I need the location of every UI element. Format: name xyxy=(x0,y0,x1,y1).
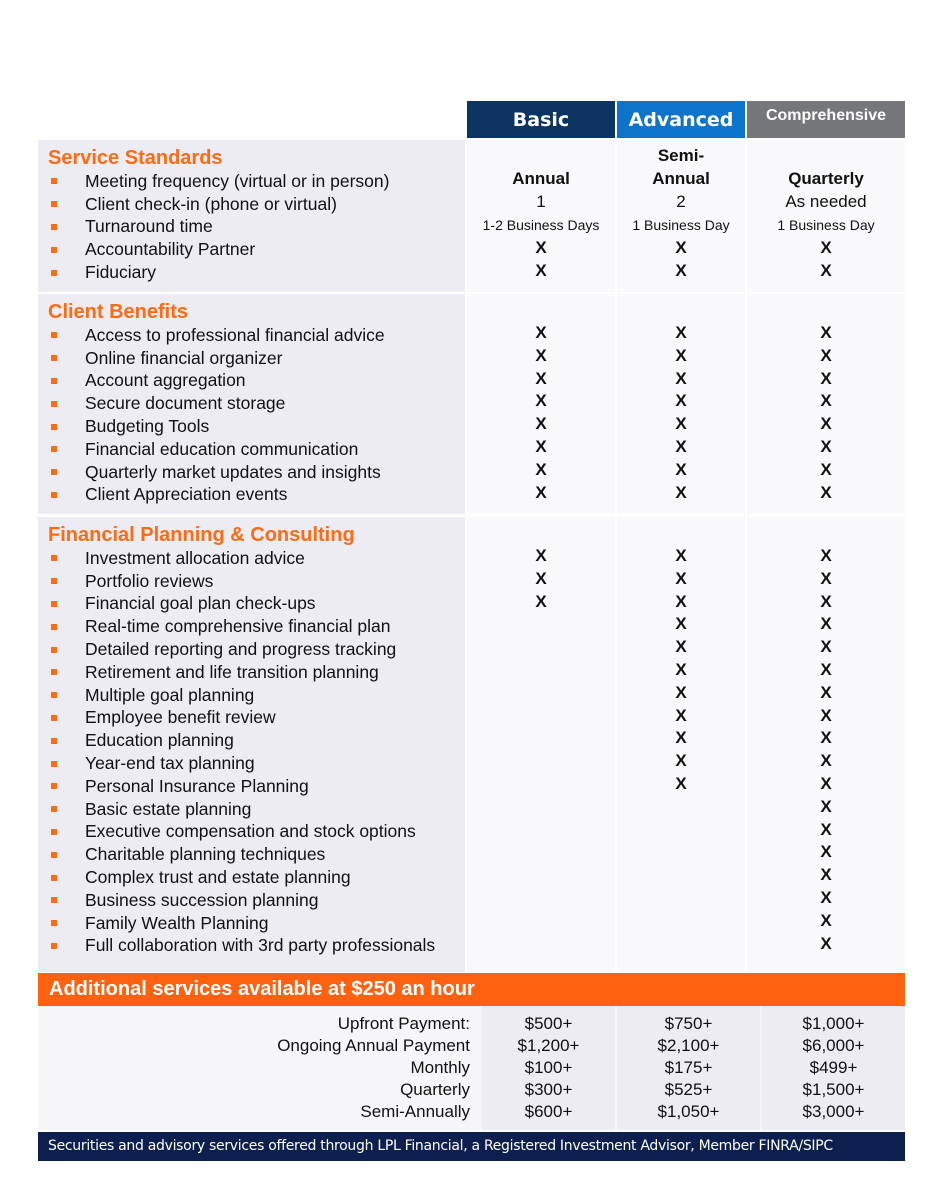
list-item-label: Complex trust and estate planning xyxy=(85,867,351,888)
check-mark: X xyxy=(675,482,687,502)
list-item xyxy=(48,370,465,393)
check-mark: X xyxy=(820,437,832,456)
square-bullet-icon xyxy=(51,943,57,949)
list-item-label: Fiduciary xyxy=(85,262,156,283)
square-bullet-icon xyxy=(51,669,57,675)
square-bullet-icon xyxy=(51,401,57,407)
check-mark: X xyxy=(820,414,832,434)
check-mark: X xyxy=(675,546,687,565)
check-mark: X xyxy=(675,323,687,342)
check-mark: X xyxy=(675,591,687,611)
turnaround-value: 1 Business Day xyxy=(777,217,875,233)
price-cell: Monthly xyxy=(410,1058,470,1077)
list-item-label: Personal Insurance Planning xyxy=(85,775,309,796)
list-item xyxy=(48,912,465,935)
square-bullet-icon xyxy=(51,332,57,338)
check-mark: X xyxy=(820,865,832,885)
item-list xyxy=(48,324,465,506)
check-mark: X xyxy=(820,637,832,657)
item-list xyxy=(48,547,465,957)
list-item-label: Multiple goal planning xyxy=(85,684,255,705)
list-item-label: Year-end tax planning xyxy=(85,753,255,774)
check-mark: X xyxy=(535,459,547,479)
list-item-label: Access to professional financial advice xyxy=(85,324,385,345)
section-title: Client Benefits xyxy=(48,301,189,323)
check-mark: X xyxy=(820,728,832,748)
check-mark: X xyxy=(820,910,832,930)
check-mark: X xyxy=(820,459,832,479)
check-mark: X xyxy=(535,391,547,411)
square-bullet-icon xyxy=(51,692,57,698)
square-bullet-icon xyxy=(51,761,57,767)
list-item xyxy=(48,638,465,661)
check-mark: X xyxy=(535,437,547,456)
square-bullet-icon xyxy=(51,178,57,184)
check-mark: X xyxy=(535,345,547,365)
check-mark: X xyxy=(675,459,687,479)
list-item-label: Turnaround time xyxy=(85,216,213,237)
square-bullet-icon xyxy=(51,715,57,721)
list-item-label: Education planning xyxy=(85,730,234,751)
pricing-column-basic xyxy=(482,1006,615,1130)
square-bullet-icon xyxy=(51,897,57,903)
tier-header-basic: Basic xyxy=(467,101,615,138)
check-mark: X xyxy=(675,751,687,771)
list-item-label: Accountability Partner xyxy=(85,239,256,260)
square-bullet-icon xyxy=(51,446,57,452)
price-cell: $100+ xyxy=(524,1058,573,1077)
price-cell: $499+ xyxy=(809,1058,858,1077)
pricing-column-comprehensive xyxy=(762,1006,905,1130)
list-item xyxy=(48,684,465,707)
list-item xyxy=(48,752,465,775)
check-mark: X xyxy=(820,842,832,862)
list-item-label: Account aggregation xyxy=(85,370,246,391)
check-mark: X xyxy=(535,368,547,388)
square-bullet-icon xyxy=(51,555,57,561)
list-item-label: Financial goal plan check-ups xyxy=(85,593,316,614)
additional-services-banner: Additional services available at $250 an hour xyxy=(38,973,905,1006)
list-item-label: Investment allocation advice xyxy=(85,547,305,568)
check-mark: X xyxy=(535,546,547,565)
square-bullet-icon xyxy=(51,247,57,253)
check-mark: X xyxy=(820,796,832,816)
square-bullet-icon xyxy=(51,578,57,584)
price-cell: $1,500+ xyxy=(802,1080,865,1099)
section-labels xyxy=(38,294,465,514)
section-title: Service Standards xyxy=(48,147,223,169)
list-item-label: Meeting frequency (virtual or in person) xyxy=(85,170,390,191)
list-item xyxy=(48,935,465,958)
section-client-benefits xyxy=(38,294,905,514)
price-cell: Quarterly xyxy=(400,1080,470,1099)
list-item-label: Full collaboration with 3rd party professionals xyxy=(85,935,436,956)
list-item-label: Client Appreciation events xyxy=(85,484,288,505)
check-mark: X xyxy=(675,728,687,748)
list-item xyxy=(48,415,465,438)
check-mark: X xyxy=(535,591,547,611)
list-item-label: Charitable planning techniques xyxy=(85,844,326,865)
check-mark: X xyxy=(820,568,832,588)
pricing-column-advanced xyxy=(617,1006,760,1130)
list-item xyxy=(48,843,465,866)
price-cell: Semi-Annually xyxy=(360,1102,470,1121)
check-mark: X xyxy=(820,482,832,502)
section-service-standards xyxy=(38,140,905,292)
square-bullet-icon xyxy=(51,829,57,835)
check-mark: X xyxy=(675,261,687,280)
check-mark: X xyxy=(820,819,832,839)
tier-header-comprehensive: Comprehensive xyxy=(747,101,905,138)
square-bullet-icon xyxy=(51,806,57,812)
meeting-frequency-value: Annual xyxy=(512,169,570,188)
list-item xyxy=(48,170,465,193)
price-cell: $525+ xyxy=(664,1080,713,1099)
check-mark: X xyxy=(820,368,832,388)
check-mark: X xyxy=(820,614,832,634)
square-bullet-icon xyxy=(51,624,57,630)
list-item-label: Budgeting Tools xyxy=(85,416,210,437)
check-mark: X xyxy=(820,261,832,280)
list-item-label: Secure document storage xyxy=(85,393,286,414)
check-mark: X xyxy=(675,437,687,456)
check-mark: X xyxy=(820,546,832,565)
turnaround-value: 1 Business Day xyxy=(632,217,730,233)
section-labels xyxy=(38,140,465,292)
check-mark: X xyxy=(820,391,832,411)
list-item xyxy=(48,593,465,616)
list-item xyxy=(48,707,465,730)
disclosure-footer: Securities and advisory services offered through LPL Financial, a Registered Investment Advisor, Member FINRA/SIPC xyxy=(38,1132,905,1161)
list-item xyxy=(48,461,465,484)
check-mark: X xyxy=(820,888,832,907)
check-mark: X xyxy=(820,751,832,771)
tier-column-advanced xyxy=(617,517,745,972)
price-cell: $3,000+ xyxy=(802,1102,865,1121)
check-mark: X xyxy=(820,591,832,611)
tier-header-advanced: Advanced xyxy=(617,101,745,138)
tier-column-basic xyxy=(467,517,615,972)
check-mark: X xyxy=(675,414,687,434)
pricing-labels xyxy=(38,1006,480,1130)
square-bullet-icon xyxy=(51,201,57,207)
pricing-table xyxy=(38,1006,905,1130)
price-cell: $1,000+ xyxy=(802,1014,865,1033)
price-cell: $600+ xyxy=(524,1102,573,1121)
tier-column-advanced xyxy=(617,140,745,292)
list-item xyxy=(48,775,465,798)
check-in-value: 2 xyxy=(676,192,686,211)
check-mark: X xyxy=(820,682,832,702)
tier-column-comprehensive xyxy=(747,517,905,972)
check-mark: X xyxy=(820,705,832,725)
check-mark: X xyxy=(675,637,687,657)
square-bullet-icon xyxy=(51,492,57,498)
check-mark: X xyxy=(675,368,687,388)
list-item-label: Family Wealth Planning xyxy=(85,912,269,933)
list-item xyxy=(48,324,465,347)
check-mark: X xyxy=(675,774,687,793)
check-mark: X xyxy=(820,238,832,257)
list-item xyxy=(48,661,465,684)
meeting-frequency-value: Quarterly xyxy=(788,169,864,188)
price-cell: $2,100+ xyxy=(657,1036,720,1055)
list-item-label: Online financial organizer xyxy=(85,347,283,368)
square-bullet-icon xyxy=(51,424,57,430)
list-item-label: Financial education communication xyxy=(85,438,359,459)
list-item xyxy=(48,547,465,570)
square-bullet-icon xyxy=(51,738,57,744)
tier-column-comprehensive xyxy=(747,140,905,292)
square-bullet-icon xyxy=(51,270,57,276)
check-mark: X xyxy=(535,414,547,434)
square-bullet-icon xyxy=(51,355,57,361)
price-cell: $175+ xyxy=(664,1058,713,1077)
price-cell: $750+ xyxy=(664,1014,713,1033)
tier-column-basic xyxy=(467,140,615,292)
price-cell: $300+ xyxy=(524,1080,573,1099)
list-item xyxy=(48,821,465,844)
check-mark: X xyxy=(535,323,547,342)
section-title: Financial Planning & Consulting xyxy=(48,524,355,546)
square-bullet-icon xyxy=(51,920,57,926)
square-bullet-icon xyxy=(51,469,57,475)
check-mark: X xyxy=(675,345,687,365)
list-item xyxy=(48,889,465,912)
meeting-frequency-value-line1: Semi- xyxy=(657,146,705,165)
list-item-label: Detailed reporting and progress tracking xyxy=(85,639,397,660)
list-item xyxy=(48,392,465,415)
check-mark: X xyxy=(535,482,547,502)
turnaround-value: 1-2 Business Days xyxy=(482,217,600,233)
meeting-frequency-value-line2: Annual xyxy=(652,169,710,188)
list-item xyxy=(48,438,465,461)
list-item xyxy=(48,729,465,752)
price-cell: $6,000+ xyxy=(802,1036,865,1055)
check-mark: X xyxy=(675,391,687,411)
price-cell: Upfront Payment: xyxy=(337,1014,470,1033)
price-cell: $500+ xyxy=(524,1014,573,1033)
list-item-label: Executive compensation and stock options xyxy=(85,821,416,842)
check-mark: X xyxy=(535,261,547,280)
item-list xyxy=(48,170,465,284)
list-item-label: Portfolio reviews xyxy=(85,570,214,591)
list-item-label: Client check-in (phone or virtual) xyxy=(85,193,337,214)
check-mark: X xyxy=(820,933,832,953)
list-item xyxy=(48,193,465,216)
list-item-label: Business succession planning xyxy=(85,889,319,910)
list-item xyxy=(48,570,465,593)
list-item-label: Retirement and life transition planning xyxy=(85,661,379,682)
price-cell: $1,200+ xyxy=(517,1036,580,1055)
list-item-label: Employee benefit review xyxy=(85,707,276,728)
check-mark: X xyxy=(820,774,832,793)
square-bullet-icon xyxy=(51,224,57,230)
check-mark: X xyxy=(535,238,547,257)
check-mark: X xyxy=(820,323,832,342)
list-item xyxy=(48,798,465,821)
check-mark: X xyxy=(675,660,687,679)
square-bullet-icon xyxy=(51,852,57,858)
price-cell: Ongoing Annual Payment xyxy=(277,1036,470,1055)
list-item xyxy=(48,216,465,239)
check-mark: X xyxy=(675,682,687,702)
check-in-value: As needed xyxy=(785,192,867,211)
list-item xyxy=(48,347,465,370)
list-item xyxy=(48,261,465,284)
list-item xyxy=(48,615,465,638)
list-item-label: Real-time comprehensive financial plan xyxy=(85,616,391,637)
tier-column-basic xyxy=(467,294,615,514)
square-bullet-icon xyxy=(51,783,57,789)
section-labels xyxy=(38,517,465,972)
check-mark: X xyxy=(820,345,832,365)
tier-column-advanced xyxy=(617,294,745,514)
check-mark: X xyxy=(535,568,547,588)
list-item xyxy=(48,866,465,889)
list-item-label: Quarterly market updates and insights xyxy=(85,461,381,482)
check-mark: X xyxy=(675,568,687,588)
square-bullet-icon xyxy=(51,647,57,653)
section-financial-planning xyxy=(38,517,905,972)
check-in-value: 1 xyxy=(536,192,546,211)
check-mark: X xyxy=(675,238,687,257)
square-bullet-icon xyxy=(51,378,57,384)
check-mark: X xyxy=(675,705,687,725)
list-item xyxy=(48,484,465,507)
check-mark: X xyxy=(820,660,832,679)
list-item xyxy=(48,238,465,261)
tier-column-comprehensive xyxy=(747,294,905,514)
price-cell: $1,050+ xyxy=(657,1102,720,1121)
check-mark: X xyxy=(675,614,687,634)
list-item-label: Basic estate planning xyxy=(85,798,252,819)
square-bullet-icon xyxy=(51,601,57,607)
square-bullet-icon xyxy=(51,875,57,881)
